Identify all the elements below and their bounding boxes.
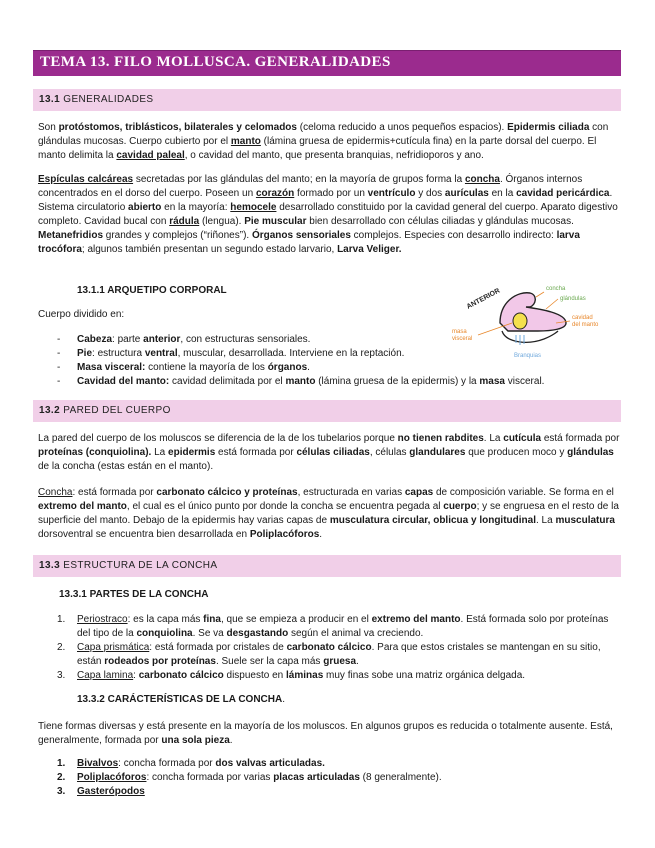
- list-item: 3. Gasterópodos: [57, 786, 145, 797]
- section-number: 13.2: [39, 405, 61, 416]
- list-item: 2. Poliplacóforos: concha formada por varias placas articuladas (8 generalmente).: [57, 772, 442, 783]
- label-anterior: ANTERIOR: [465, 287, 502, 311]
- paragraph-cuerpo-dividido: Cuerpo dividido en:: [38, 309, 125, 320]
- label-glandulas: glándulas: [560, 296, 586, 302]
- list-item: - Cabeza: parte anterior, con estructuras sensoriales.: [57, 333, 622, 347]
- list-item: - Masa visceral: contiene la mayoría de los órganos.: [57, 361, 622, 375]
- gill-lines: [516, 335, 524, 345]
- section-header-13-2: [33, 400, 621, 422]
- paragraph-organos: Espículas calcáreas secretadas por las glándulas del manto; en la mayoría de grupos forma la concha. Órganos internos concentrados en el dorso del cuerpo. Poseen un corazón formado por un ventrículo y dos aurículas en la cavidad pericárdica. Sistema circulatorio abierto en la mayoría: hemocele desarrollado constituido por la cavidad general del cuerpo. Aparato digestivo completo. Cavidad bucal con rádula (lengua). Pie muscular bien desarrollado con células ciliadas y glándulas mucosas. Metanefridios grandes y complejos (“riñones”). Órganos sensoriales complejos. Especies con desarrollo indirecto: larva trocófora; algunos también presentan un segundo estado larvario, Larva Veliger.: [38, 174, 618, 255]
- paragraph-concha: Concha: está formada por carbonato cálcico y proteínas, estructurada en varias capas de composición variable. Se forma en el extremo del manto, el cual es el único punto por donde la concha se encuentra pegada al cuerpo; y se engruesa en el resto de la superficie del manto. Debajo de la epidermis hay varias capas de musculatura circular, oblicua y longitudinal. La musculatura dorsoventral se encuentra bien desarrollada en Poliplacóforos.: [38, 487, 619, 540]
- section-label: ESTRUCTURA DE LA CONCHA: [63, 560, 218, 571]
- label-masa-2: visceral: [452, 336, 473, 342]
- label-cavidad-1: cavidad: [572, 315, 593, 321]
- paragraph-generalidades: Son protóstomos, triblásticos, bilaterales y celomados (celoma reducido a unos pequeños espacios). Epidermis ciliada con glándulas mucosas. Cuerpo cubierto por el manto (lámina gruesa de epidermis+cutícula fina) en la parte dorsal del cuerpo. El manto delimita la cavidad paleal, o cavidad del manto, que presenta branquias, nefridioporos y ano.: [38, 122, 609, 161]
- label-masa-1: masa: [452, 329, 467, 335]
- mollusc-body-diagram: [448, 283, 608, 361]
- list-item: 2. Capa prismática: está formada por cristales de carbonato cálcico. Para que estos cristales se mantengan en su sitio, están rodeados por proteínas. Suele ser la capa más gruesa.: [57, 642, 601, 667]
- list-item: - Pie: estructura ventral, muscular, desarrollada. Interviene en la reptación.: [57, 347, 622, 361]
- shell-parts-list: [57, 613, 622, 683]
- shell-groups-list: [57, 757, 622, 799]
- list-item: 1. Periostraco: es la capa más fina, que se empieza a producir en el extremo del manto. Está formada solo por proteínas del tipo de la conquiolina. Se va desgastando según el animal va creciendo.: [57, 614, 609, 639]
- subheading-caracteristicas: 13.3.2 CARÁCTERÍSTICAS DE LA CONCHA.: [77, 694, 285, 705]
- section-number: 13.3: [39, 560, 61, 571]
- paragraph-pared: La pared del cuerpo de los moluscos se diferencia de la de los tubelarios porque no tienen rabdites. La cutícula está formada por proteínas (conquiolina). La epidermis está formada por células ciliadas, células glandulares que producen moco y glándulas de la concha (estas están en el manto).: [38, 433, 620, 472]
- list-item: 1. Bivalvos: concha formada por dos valvas articuladas.: [57, 758, 325, 769]
- section-label: GENERALIDADES: [63, 94, 154, 105]
- subheading-partes: 13.3.1 PARTES DE LA CONCHA: [59, 589, 209, 600]
- paragraph-caracteristicas: Tiene formas diversas y está presente en la mayoría de los moluscos. En algunos grupos es reducida o totalmente ausente. Está, generalmente, formada por una sola pieza.: [38, 721, 613, 746]
- label-cavidad-2: del manto: [572, 322, 599, 328]
- document-title: TEMA 13. FILO MOLLUSCA. GENERALIDADES: [40, 54, 391, 70]
- list-item: - Cavidad del manto: cavidad delimitada por el manto (lámina gruesa de la epidermis) y la masa visceral.: [57, 375, 622, 389]
- label-concha: concha: [546, 286, 566, 292]
- section-header-13-1: [33, 89, 621, 111]
- subheading-arquetipo: 13.1.1 ARQUETIPO CORPORAL: [77, 285, 227, 296]
- shell-outline: [500, 293, 566, 331]
- foot: [502, 331, 558, 342]
- label-branquias: Branquias: [514, 353, 542, 359]
- list-item: 3. Capa lamina: carbonato cálcico dispuesto en láminas muy finas sobe una matriz orgánica delgada.: [57, 670, 526, 681]
- visceral-mass: [513, 313, 527, 329]
- section-number: 13.1: [39, 94, 61, 105]
- section-label: PARED DEL CUERPO: [63, 405, 171, 416]
- section-header-13-3: [33, 555, 621, 577]
- document-title-bar: [33, 50, 621, 76]
